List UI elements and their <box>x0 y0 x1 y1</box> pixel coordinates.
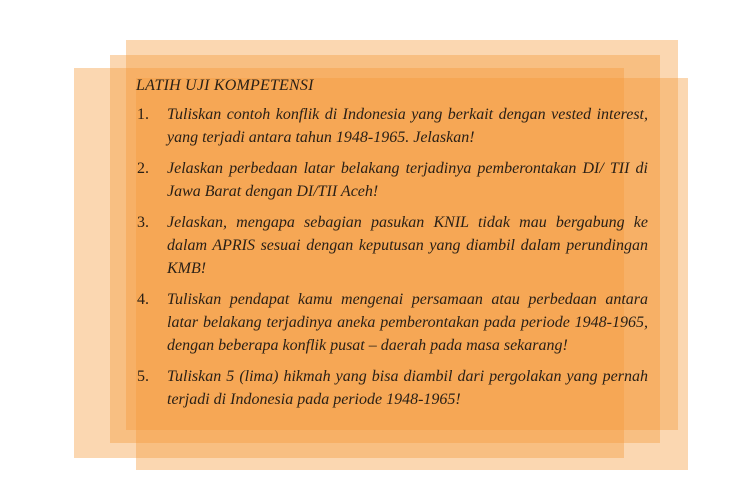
question-text: Tuliskan 5 (lima) hikmah yang bisa diambil dari pergolakan yang pernah terjadi di Indonesia pada periode 1948-1965! <box>167 368 648 408</box>
question-number: 5. <box>137 368 149 385</box>
question-item-3 <box>136 211 648 280</box>
question-text: Tuliskan contoh konflik di Indonesia yang berkait dengan vested interest, yang terjadi antara tahun 1948-1965. Jelaskan! <box>167 106 648 146</box>
question-number: 2. <box>137 160 149 177</box>
question-item-5 <box>136 365 648 411</box>
exercise-title: LATIH UJI KOMPETENSI <box>136 77 314 94</box>
question-number: 1. <box>137 106 149 123</box>
question-list <box>136 103 648 411</box>
question-text: Jelaskan, mengapa sebagian pasukan KNIL tidak mau bergabung ke dalam APRIS sesuai dengan keputusan yang diambil dalam perundingan KMB! <box>167 214 648 277</box>
question-number: 3. <box>137 214 149 231</box>
exercise-content <box>136 74 648 419</box>
question-item-1 <box>136 103 648 149</box>
question-item-2 <box>136 157 648 203</box>
question-text: Tuliskan pendapat kamu mengenai persamaan atau perbedaan antara latar belakang terjadinya aneka pemberontakan pada periode 1948-1965, dengan beberapa konflik pusat – daerah pada masa sekarang! <box>167 291 648 354</box>
question-item-4 <box>136 288 648 357</box>
question-number: 4. <box>137 291 149 308</box>
question-text: Jelaskan perbedaan latar belakang terjadinya pemberontakan DI/ TII di Jawa Barat dengan DI/TII Aceh! <box>167 160 648 200</box>
